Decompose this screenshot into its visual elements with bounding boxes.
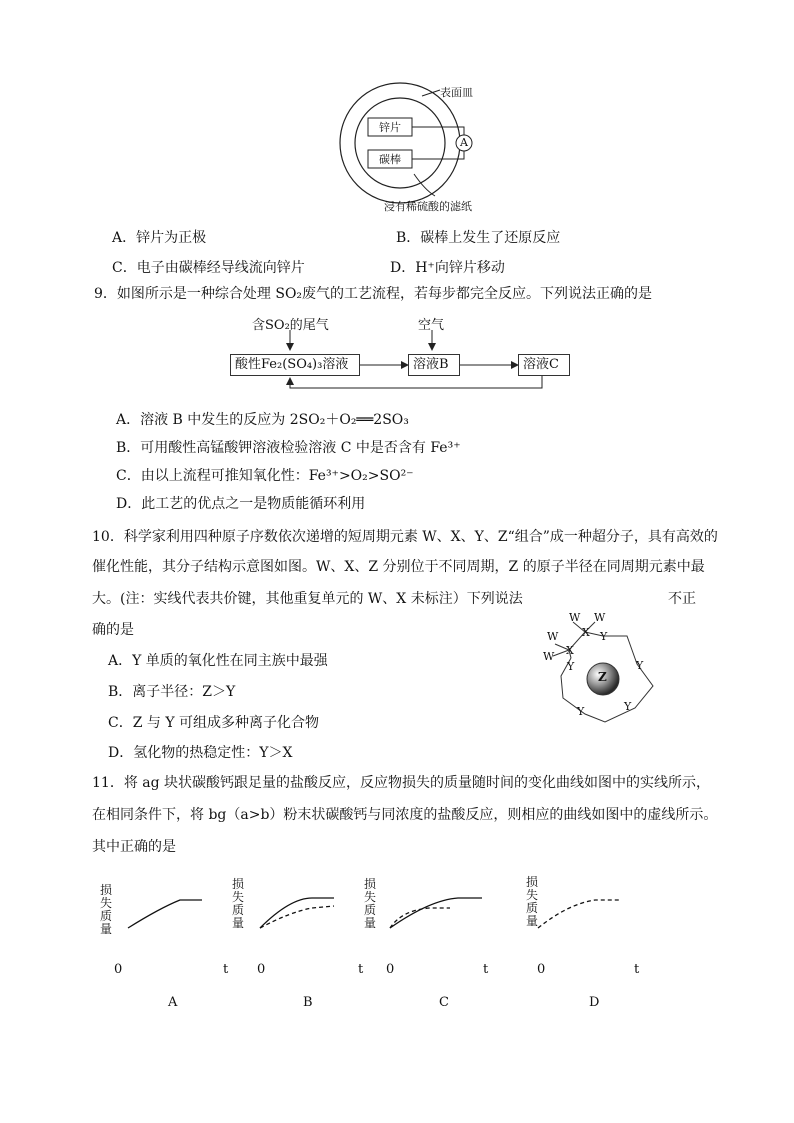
graph-d-caption: D (589, 995, 600, 1010)
input-gas-label: 含SO₂的尾气 (252, 318, 329, 333)
mol-y5: Y (577, 705, 585, 718)
mol-w4: W (543, 650, 555, 663)
q10-stem-line4: 确的是 (92, 622, 134, 638)
carbon-label: 碳棒 (379, 153, 401, 166)
graph-a-solid-curve (128, 900, 202, 928)
q9-option-a: A．溶液 B 中发生的反应为 2SO₂＋O₂══2SO₃ (116, 412, 409, 428)
q8-option-b: B．碳棒上发生了还原反应 (396, 230, 561, 246)
mol-w3: W (547, 630, 559, 643)
q11-stem-line1: 11．将 ag 块状碳酸钙跟足量的盐酸反应，反应物损失的质量随时间的变化曲线如图中的实线所示， (92, 775, 711, 791)
q10-stem-line1: 10．科学家利用四种原子序数依次递增的短周期元素 W、X、Y、Z“组合”成一种超分子，具有高效的 (92, 529, 718, 545)
q9-stem: 9．如图所示是一种综合处理 SO₂废气的工艺流程，若每步都完全反应。下列说法正确的是 (94, 286, 653, 302)
q8-option-a: A．锌片为正极 (112, 230, 207, 246)
dish-label: 表面皿 (440, 86, 473, 99)
graph-b-origin: 0 (257, 962, 266, 977)
flow-box-solution-c: 溶液C (518, 354, 570, 376)
mol-y2: Y (567, 660, 575, 673)
q10-option-a: A．Y 单质的氧化性在同主族中最强 (108, 653, 328, 669)
q10-stem-line3-end: 不正 (668, 591, 696, 607)
paper-label: 浸有稀硫酸的滤纸 (384, 200, 472, 213)
graph-c-origin: 0 (386, 962, 395, 977)
mol-y3: Y (636, 659, 644, 672)
ammeter-symbol: A (460, 136, 468, 149)
graph-a-ylabel: 损失质量 (100, 883, 113, 936)
graph-d-dashed-curve (538, 900, 620, 928)
air-label: 空气 (418, 318, 445, 333)
graph-c-xlabel: t (483, 962, 489, 977)
graph-a-xlabel: t (223, 962, 229, 977)
graph-b-xlabel: t (358, 962, 364, 977)
graph-c-solid-curve (390, 898, 482, 928)
q11-stem-line3: 其中正确的是 (92, 839, 176, 855)
q10-option-c: C．Z 与 Y 可组成多种离子化合物 (108, 715, 320, 731)
graph-b-ylabel: 损失质量 (232, 877, 245, 930)
graph-a-origin: 0 (114, 962, 123, 977)
graph-d-ylabel: 损失质量 (526, 875, 539, 928)
flow-box-solution-b: 溶液B (408, 354, 460, 376)
q9-option-c: C．由以上流程可推知氧化性：Fe³⁺>O₂>SO²⁻ (116, 468, 414, 484)
graph-c-caption: C (439, 995, 449, 1010)
q9-option-d: D．此工艺的优点之一是物质能循环利用 (116, 496, 366, 512)
q8-option-d: D．H⁺向锌片移动 (390, 260, 505, 276)
mol-w2: W (594, 611, 606, 624)
q10-option-b: B．离子半径：Z＞Y (108, 684, 236, 700)
q8-option-c: C．电子由碳棒经导线流向锌片 (112, 260, 305, 276)
mass-loss-graphs (90, 868, 670, 998)
q9-option-b: B．可用酸性高锰酸钾溶液检验溶液 C 中是否含有 Fe³⁺ (116, 440, 461, 456)
graph-d-origin: 0 (537, 962, 546, 977)
mol-x2: X (566, 644, 574, 657)
watch-glass-outer (340, 83, 460, 203)
filter-paper-circle (355, 98, 445, 188)
mol-x1: X (582, 626, 590, 639)
galvanic-cell-figure (330, 78, 500, 218)
zinc-label: 锌片 (379, 121, 401, 134)
graph-c-dashed-curve (390, 908, 450, 928)
graph-c-ylabel: 损失质量 (364, 877, 377, 930)
q10-option-d: D．氢化物的热稳定性：Y＞X (108, 745, 293, 761)
graph-a-caption: A (168, 995, 178, 1010)
graph-b-caption: B (303, 995, 313, 1010)
mol-y4: Y (624, 700, 632, 713)
q10-stem-line3: 大。(注：实线代表共价键，其他重复单元的 W、X 未标注）下列说法 (92, 591, 523, 607)
q10-stem-line2: 催化性能，其分子结构示意图如图。W、X、Z 分别位于不同周期，Z 的原子半径在同周期元素中最 (92, 559, 705, 575)
q11-stem-line2: 在相同条件下，将 bg（a>b）粉末状碳酸钙与同浓度的盐酸反应，则相应的曲线如图中的虚线所示。 (92, 807, 718, 823)
graph-d-xlabel: t (634, 962, 640, 977)
mol-z: Z (598, 670, 607, 684)
graph-b-solid-curve (260, 898, 334, 928)
flow-box-fe2so43: 酸性Fe₂(SO₄)₃溶液 (230, 354, 360, 376)
mol-y1: Y (600, 630, 608, 643)
mol-w1: W (569, 611, 581, 624)
